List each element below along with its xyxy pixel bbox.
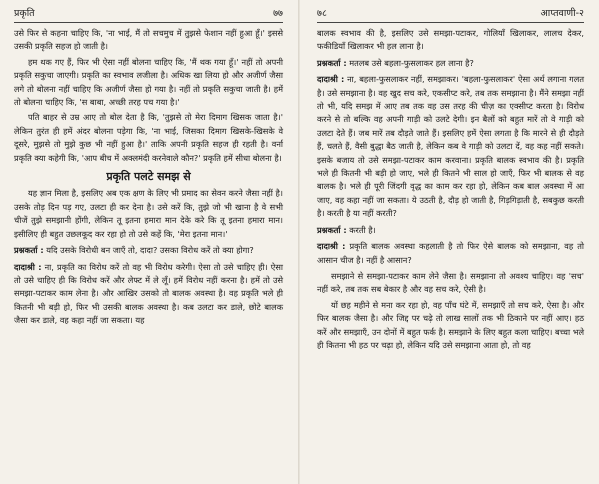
right-paragraph-2: समझाने से समझा-पटाकर काम लेने जैसा है। समझाना तो अवश्य चाहिए। वह 'सच' नहीं करे, तब तक सब बेकार है और वह सच करे, ऐसी है।	[317, 270, 584, 295]
right-qa-1	[317, 57, 584, 70]
questioner-label: प्रश्नकर्ता :	[317, 57, 347, 68]
questioner-label: प्रश्नकर्ता :	[317, 224, 347, 235]
left-paragraph-3: पति बाहर से उम्र आए तो बोल देता है कि, 'तुझसे तो मेरा दिमाग खिसक जाता है।' लेकिन तुरंत ही हमें अंदर बोलना पड़ेगा कि, 'ना भाई, जिसका दिमाग खिसके-खिसके वे दूसरे, मुझसे तो मुझे कुछ भी नहीं हुआ है।' ताकि अपनी प्रकृति सहज ही रहती है। वर्ना प्रकृति क्या कहेगी कि, 'आप बीच में अक्लमंदी करनेवाले कौन?' प्रकृति हमें सीधा बोलना है।	[14, 112, 283, 163]
section-heading: प्रकृति पलटे समझ से	[106, 170, 191, 184]
question-text: करती है।	[349, 224, 376, 235]
dadashri-label: दादाश्री :	[14, 261, 42, 272]
left-paragraph-4: यह ज्ञान मिला है, इसलिए अब एक क्षण के लिए भी प्रमाद का सेवन करने जैसा नहीं है। उसके तोड़ दिन पड़ गए, उलटा ही कर देना है। उसे करें कि, तुझे जो भी खाना है वे सभी चीजें तुझे समझानी होंगी, लेकिन तू इतना हमारा मान देके करे कि तू इतना हमारा मान। इसीलिए ही बहुत उछलकूद कर रहा हो तो उसे कहें कि, 'मेरा इतना मान।'	[14, 188, 283, 239]
answer-text: प्रकृति बालक अवस्था कहलाती है तो फिर ऐसे बालक को समझाना, वह तो आसान चीज है। नहीं है आसान?	[317, 241, 585, 265]
right-paragraph-3: यों छह महीने से मना कर रहा हो, वह पाँच घंटे में, समझाएँ तो सच करे, ऐसा है। और फिर बालक जैसा है। और जिद्द पर चढ़े तो लाख सालों तक भी ठिकाने पर नहीं आए। हठ करें और समझाएँ, उन दोनों में बहुत फर्क है। समझाने के लिए बहुत कला चाहिए। बच्चा भले ही कितना भी हठ पर चढ़ा हो, लेकिन यदि उसे समझाना आता हो, तो वह	[317, 299, 584, 350]
right-header-title: आप्तवाणी-२	[540, 8, 584, 19]
right-paragraph-1: बालक स्वभाव की है, इसलिए उसे समझा-पटाकर, गोलियाँ खिलाकर, लालच देकर, फकीडियाँ खिलाकर भी हल लाना है।	[317, 28, 584, 52]
left-paragraph-2: हम थक गए हैं, फिर भी ऐसा नहीं बोलना चाहिए कि, 'मैं थक गया हूँ।' नहीं तो अपनी प्रकृति सकुचा जाएगी। प्रकृति का स्वभाव लजीला है। अधिक खा लिया हो और अजीर्ण जैसा लगे तो बोलना नहीं चाहिए कि अजीर्ण जैसा हो गया है। नहीं तो प्रकृति सकुचा जाती है। हमें तो बोलना चाहिए कि, 'स बाबा, अच्छी तरह पच गया है।'	[14, 56, 283, 108]
right-page-header	[317, 6, 584, 23]
left-page-body	[14, 27, 283, 328]
right-qa-4	[317, 240, 584, 267]
dadashri-label: दादाश्री :	[317, 241, 346, 252]
left-qa-1	[14, 244, 283, 257]
dadashri-label: दादाश्री :	[317, 74, 345, 85]
right-page-number: ७८	[317, 8, 327, 19]
left-paragraph-1: उसे फिर से कहना चाहिए कि, 'ना भाई, मैं तो सचमुच में तुझसे फेशान नहीं हुआ हूँ।' इससे उसकी प्रकृति सहज हो जाती है।	[14, 28, 283, 52]
question-text: मतलब उसे बहला-फुसलाकर हल लाना है?	[349, 57, 474, 68]
left-page	[0, 0, 299, 484]
right-page-body	[317, 27, 584, 352]
right-qa-3	[317, 224, 584, 237]
left-header-title: प्रकृति	[14, 8, 35, 19]
right-qa-2	[317, 73, 584, 220]
right-page	[299, 0, 598, 484]
answer-text: ना, प्रकृति का विरोध करें तो वह भी विरोध करेगी। ऐसा तो उसे चाहिए ही। ऐसा तो उसे चाहिए ही कि विरोध करें और लेफ्ट में ले लूँ। हमें विरोध नहीं करना है। हमें तो उसे समझा-पटाकर काम लेना है। और आखिर उसको तो बालक अवस्था है। वह प्रकृति भले ही कितनी भी बड़ी हो, फिर भी उसकी बालक अवस्था है। कब उलटा कर डाले, छोटे बालक जैसा कर डाले, वह कहा नहीं जा सकता। यह	[14, 261, 283, 326]
question-text: यदि उसके विरोधी बन जाएँ तो, दादा? उसका विरोध करें तो क्या होगा?	[46, 245, 254, 256]
answer-text: ना, बहला-फुसलाकर नहीं, समझाकर। 'बहला-फुसलाकर' ऐसा अर्थ लगाना गलत है। उसे समझाना है। वह खुद सच करे, एकसीप्ट करे, तब तक समझाना है। मैंने समझा नहीं तो भी, यदि समझ में आए तब तक वह उस तरह की चीज़ का एक्सीप्ट करता है। विरोध करने से तो बल्कि वह अपनी गाड़ी को उलटे देगी। इन बैलों को बहुत मारें तो वे गाड़ी को उलटा देते हैं। जब मारें तब दौड़ते जाते हैं। इसलिए हमें ऐसा लगता है कि मारने से ही दौड़ते हैं, चलते हैं, वैसी बुद्धा बैठ जाती है, लेकिन कब वे गाड़ी को उलटा दें, वह कह नहीं सकते। इसके बजाय तो उसे समझा-पटाकर काम करवाना। प्रकृति बालक स्वभाव की है। प्रकृति भले ही कितनी भी बड़ी हो जाए, भले ही कितने भी साल हो जाएँ, फिर भी बालक से वह बालक है। भले ही पूरी जिंदगी वृद्ध का काम कर रहा हो, लेकिन कब बाल अवस्था में आ जाए, वह कहा नहीं जा सकता। ये उठती है, दौड़ हो जाती है, गिड़गिड़ाती है, सबकुछ करती है। करती है या नहीं करती?	[317, 74, 584, 219]
questioner-label: प्रश्नकर्ता :	[14, 245, 44, 256]
left-qa-2	[14, 261, 283, 328]
left-page-number: ७७	[273, 8, 283, 19]
left-page-header	[14, 6, 283, 23]
